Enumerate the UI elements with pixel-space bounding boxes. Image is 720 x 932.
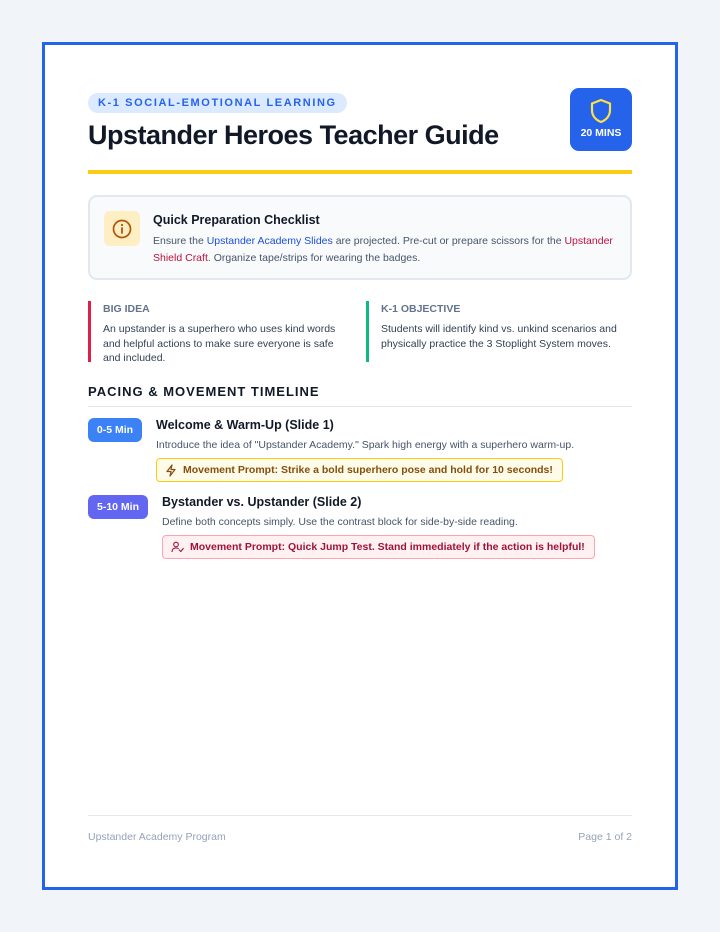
- duration-badge: [570, 88, 632, 151]
- step-description: Define both concepts simply. Use the contrast block for side-by-side reading.: [162, 516, 518, 528]
- user-check-icon: [171, 541, 184, 553]
- objective-heading: K-1 OBJECTIVE: [381, 303, 461, 315]
- preparation-checklist: [88, 195, 632, 280]
- lightning-icon: [165, 464, 177, 477]
- category-tag: K-1 SOCIAL-EMOTIONAL LEARNING: [88, 93, 347, 113]
- header: [88, 93, 632, 174]
- big-idea-heading: BIG IDEA: [103, 303, 150, 315]
- header-divider: [88, 170, 632, 174]
- movement-prompt: [162, 535, 595, 559]
- time-pill: 5-10 Min: [88, 495, 148, 519]
- big-idea-block: [88, 301, 351, 362]
- movement-prompt-text: Movement Prompt: Quick Jump Test. Stand immediately if the action is helpful!: [190, 541, 585, 553]
- duration-label: 20 MINS: [580, 127, 622, 139]
- info-icon: [104, 211, 140, 246]
- page-content: [88, 93, 632, 559]
- shield-icon: [589, 98, 613, 124]
- idea-objective-row: [88, 301, 632, 363]
- big-idea-text: An upstander is a superhero who uses kind words and helpful actions to make sure everyone is safe and included.: [103, 323, 336, 364]
- page-number: Page 1 of 2: [578, 831, 632, 843]
- objective-text: Students will identify kind vs. unkind scenarios and physically practice the 3 Stoplight System moves.: [381, 323, 617, 350]
- timeline-heading: PACING & MOVEMENT TIMELINE: [88, 384, 632, 407]
- slides-reference: Upstander Academy Slides: [206, 235, 333, 247]
- page-footer: [88, 815, 632, 843]
- step-content: [156, 418, 632, 482]
- objective-block: [366, 301, 629, 362]
- timeline-step: [88, 418, 632, 482]
- step-description: Introduce the idea of "Upstander Academy." Spark high energy with a superhero warm-up.: [156, 439, 575, 451]
- document-page: [42, 42, 678, 890]
- checklist-text-1: Ensure the: [153, 235, 207, 247]
- step-title: Bystander vs. Upstander (Slide 2): [162, 495, 362, 509]
- movement-prompt: [156, 458, 563, 482]
- craft-reference: Upstander Shield Craft: [153, 235, 613, 264]
- time-pill: 0-5 Min: [88, 418, 142, 442]
- step-content: [162, 495, 632, 559]
- page-title: Upstander Heroes Teacher Guide: [88, 120, 499, 150]
- checklist-title: Quick Preparation Checklist: [153, 213, 320, 227]
- checklist-body: [153, 233, 613, 267]
- movement-prompt-text: Movement Prompt: Strike a bold superhero pose and hold for 10 seconds!: [183, 464, 553, 476]
- step-title: Welcome & Warm-Up (Slide 1): [156, 418, 334, 432]
- checklist-text-2: are projected. Pre-cut or prepare scissors for the: [332, 235, 565, 247]
- timeline-step: [88, 495, 632, 559]
- checklist-text-3: . Organize tape/strips for wearing the badges.: [207, 252, 421, 264]
- footer-program: Upstander Academy Program: [88, 831, 226, 843]
